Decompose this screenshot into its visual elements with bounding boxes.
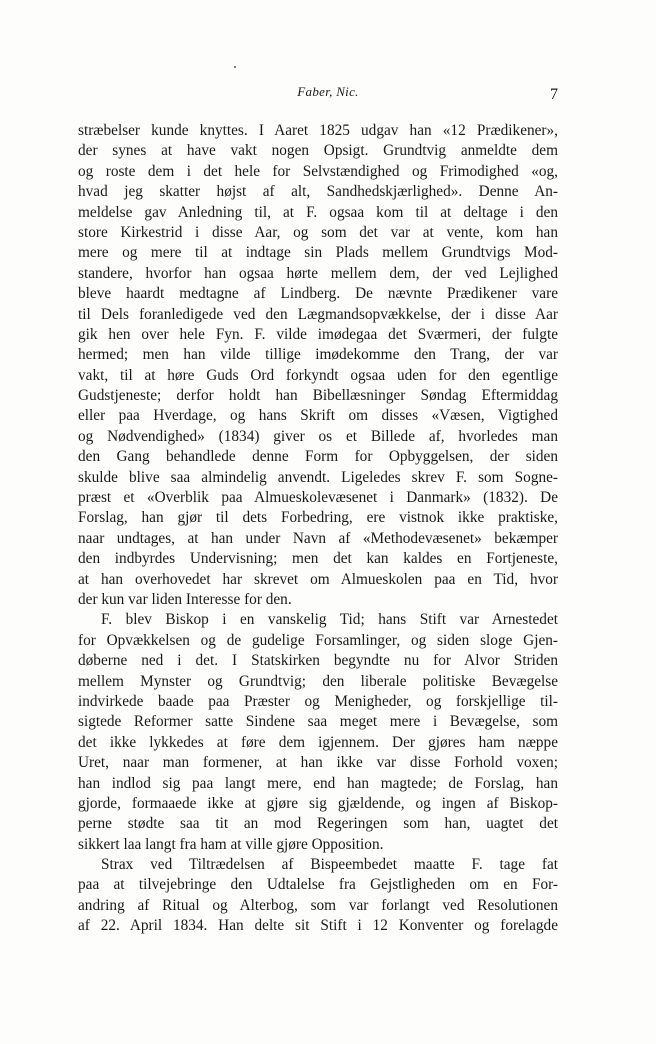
text-line: der synes at have vakt nogen Opsigt. Grundtvig anmeldte dem	[78, 142, 558, 160]
text-line: præst et «Overblik paa Almueskolevæsenet i Danmark» (1832). De	[78, 489, 558, 507]
text-line: gjorde, formaaede ikke at gjøre sig gjældende, og ingen af Biskop-	[78, 794, 558, 812]
text-line: til Dels foranledigede ved den Lægmandsopvækkelse, der i disse Aar	[78, 305, 558, 323]
text-line: Uret, naar man formener, at han ikke var disse Forhold voxen;	[78, 754, 558, 772]
text-line: og roste dem i det hele for Selvstændighed og Frimodighed «og,	[78, 162, 558, 180]
text-line: paa at tilvejebringe den Udtalelse fra Gejstligheden om en For-	[78, 876, 558, 894]
text-line: store Kirkestrid i disse Aar, og som det var at vente, kom han	[78, 223, 558, 241]
text-line: for Opvækkelsen og de gudelige Forsamlinger, og siden sloge Gjen-	[78, 631, 558, 649]
running-head: Faber, Nic.	[297, 84, 359, 99]
text-line: gik hen over hele Fyn. F. vilde imødegaa det Sværmeri, der fulgte	[78, 325, 558, 343]
text-line: hermed; men han vilde tillige imødekomme den Trang, der var	[78, 346, 558, 364]
text-line: Forslag, han gjør til dets Forbedring, ere vistnok ikke praktiske,	[78, 509, 558, 527]
text-line: hvad jeg skatter højst af alt, Sandhedskjærlighed». Denne An-	[78, 183, 558, 201]
text-line: Gudstjeneste; derfor holdt han Bibellæsninger Søndag Eftermiddag	[78, 387, 558, 405]
text-line: han indlod sig paa langt mere, end han magtede; de Forslag, han	[78, 774, 558, 792]
paragraph-end-line: sikkert laa langt fra ham at ville gjøre Opposition.	[78, 835, 384, 853]
text-line: mellem Mynster og Grundtvig; den liberale politiske Bevægelse	[78, 672, 558, 690]
text-line: døberne ned i det. I Statskirken begyndte nu for Alvor Striden	[78, 652, 558, 670]
paragraph-end-line: der kun var liden Interesse for den.	[78, 590, 292, 608]
paragraph-start-line: F. blev Biskop i en vanskelig Tid; hans Stift var Arnestedet	[101, 611, 558, 629]
text-line: den Gang behandlede denne Form for Opbyggelsen, der siden	[78, 448, 558, 466]
text-line: andring af Ritual og Alterbog, som var forlangt ved Resolutionen	[78, 896, 558, 914]
text-line: perne stødte saa tit an mod Regeringen som han, uagtet det	[78, 815, 558, 833]
text-line: og Nødvendighed» (1834) giver os et Billede af, hvorledes man	[78, 427, 558, 445]
text-line: eller paa Hverdage, og hans Skrift om disses «Væsen, Vigtighed	[78, 407, 558, 425]
text-line: det ikke lykkedes at føre dem igjennem. Der gjøres ham næppe	[78, 733, 558, 751]
print-speck	[234, 66, 236, 68]
body-text	[78, 121, 558, 937]
text-line: at han overhovedet har skrevet om Almueskolen paa en Tid, hvor	[78, 570, 558, 588]
text-line: mere og mere til at indtage sin Plads mellem Grundtvigs Mod-	[78, 244, 558, 262]
text-line: af 22. April 1834. Han delte sit Stift i 12 Konventer og forelagde	[78, 917, 558, 935]
text-line: standere, hvorfor han ogsaa hørte mellem dem, der ved Lejlighed	[78, 264, 558, 282]
text-line: stræbelser kunde knyttes. I Aaret 1825 udgav han «12 Prædikener»,	[78, 122, 558, 139]
page-number: 7	[550, 86, 558, 103]
paragraph-start-line: Strax ved Tiltrædelsen af Bispeembedet maatte F. tage fat	[101, 856, 558, 874]
text-line: meldelse gav Anledning til, at F. ogsaa kom til at deltage i den	[78, 203, 558, 221]
text-line: indvirkede baade paa Præster og Menigheder, og forskjellige til-	[78, 692, 558, 710]
text-line: vakt, til at høre Guds Ord forkyndt ogsaa uden for den egentlige	[78, 366, 558, 384]
text-line: sigtede Reformer satte Sindene saa meget mere i Bevægelse, som	[78, 713, 558, 731]
text-line: naar undtages, at han under Navn af «Methodevæsenet» bekæmper	[78, 529, 558, 547]
text-line: den indbyrdes Undervisning; men det kan kaldes en Fortjeneste,	[78, 550, 558, 568]
text-line: skulde blive saa almindelig anvendt. Ligeledes skrev F. som Sogne-	[78, 468, 558, 486]
text-line: bleve haardt medtagne af Lindberg. De nævnte Prædikener vare	[78, 285, 558, 303]
